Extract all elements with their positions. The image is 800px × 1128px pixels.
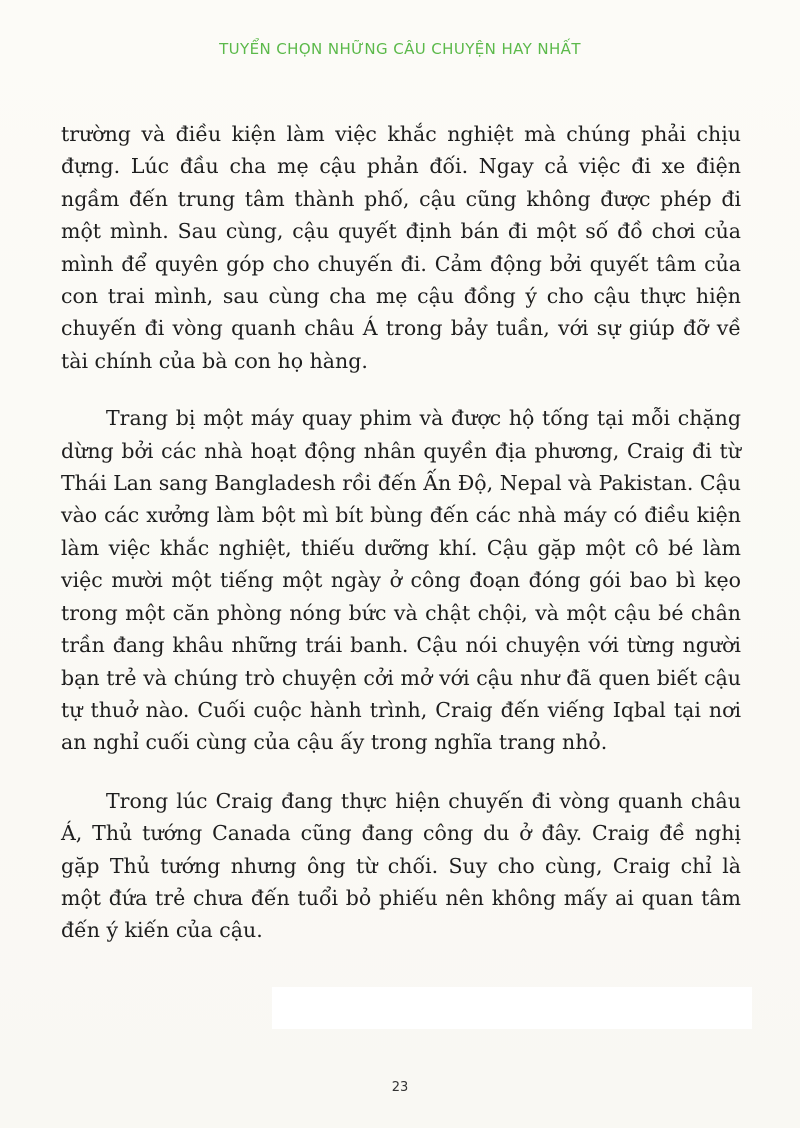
running-header: TUYỂN CHỌN NHỮNG CÂU CHUYỆN HAY NHẤT [219, 40, 581, 58]
paragraph-2: Trang bị một máy quay phim và được hộ tống tại mỗi chặng dừng bởi các nhà hoạt động nhân quyền địa phương, Craig đi từ Thái Lan sang Bangladesh rồi đến Ấn Độ, Nepal và Pakistan. Cậu vào các xưởng làm bột mì bít bùng đến các nhà máy có điều kiện làm việc khắc nghiệt, thiếu dưỡng khí. Cậu gặp một cô bé làm việc mười một tiếng một ngày ở công đoạn đóng gói bao bì kẹo trong một căn phòng nóng bức và chật chội, và một cậu bé chân trần đang khâu những trái banh. Cậu nói chuyện với từng người bạn trẻ và chúng trò chuyện cởi mở với cậu như đã quen biết cậu tự thuở nào. Cuối cuộc hành trình, Craig đến viếng Iqbal tại nơi an nghỉ cuối cùng của cậu ấy trong nghĩa trang nhỏ. [61, 406, 741, 755]
white-patch [272, 987, 752, 1029]
page-number: 23 [391, 1080, 409, 1095]
paragraph-1: trường và điều kiện làm việc khắc nghiệt mà chúng phải chịu đựng. Lúc đầu cha mẹ cậu phản đối. Ngay cả việc đi xe điện ngầm đến trung tâm thành phố, cậu cũng không được phép đi một mình. Sau cùng, cậu quyết định bán đi một số đồ chơi của mình để quyên góp cho chuyến đi. Cảm động bởi quyết tâm của con trai mình, sau cùng cha mẹ cậu đồng ý cho cậu thực hiện chuyến đi vòng quanh châu Á trong bảy tuần, với sự giúp đỡ về tài chính của bà con họ hàng. [61, 122, 741, 373]
body-text [61, 118, 741, 947]
paragraph-3: Trong lúc Craig đang thực hiện chuyến đi vòng quanh châu Á, Thủ tướng Canada cũng đang công du ở đây. Craig đề nghị gặp Thủ tướng nhưng ông từ chối. Suy cho cùng, Craig chỉ là một đứa trẻ chưa đến tuổi bỏ phiếu nên không mấy ai quan tâm đến ý kiến của cậu. [61, 788, 741, 943]
